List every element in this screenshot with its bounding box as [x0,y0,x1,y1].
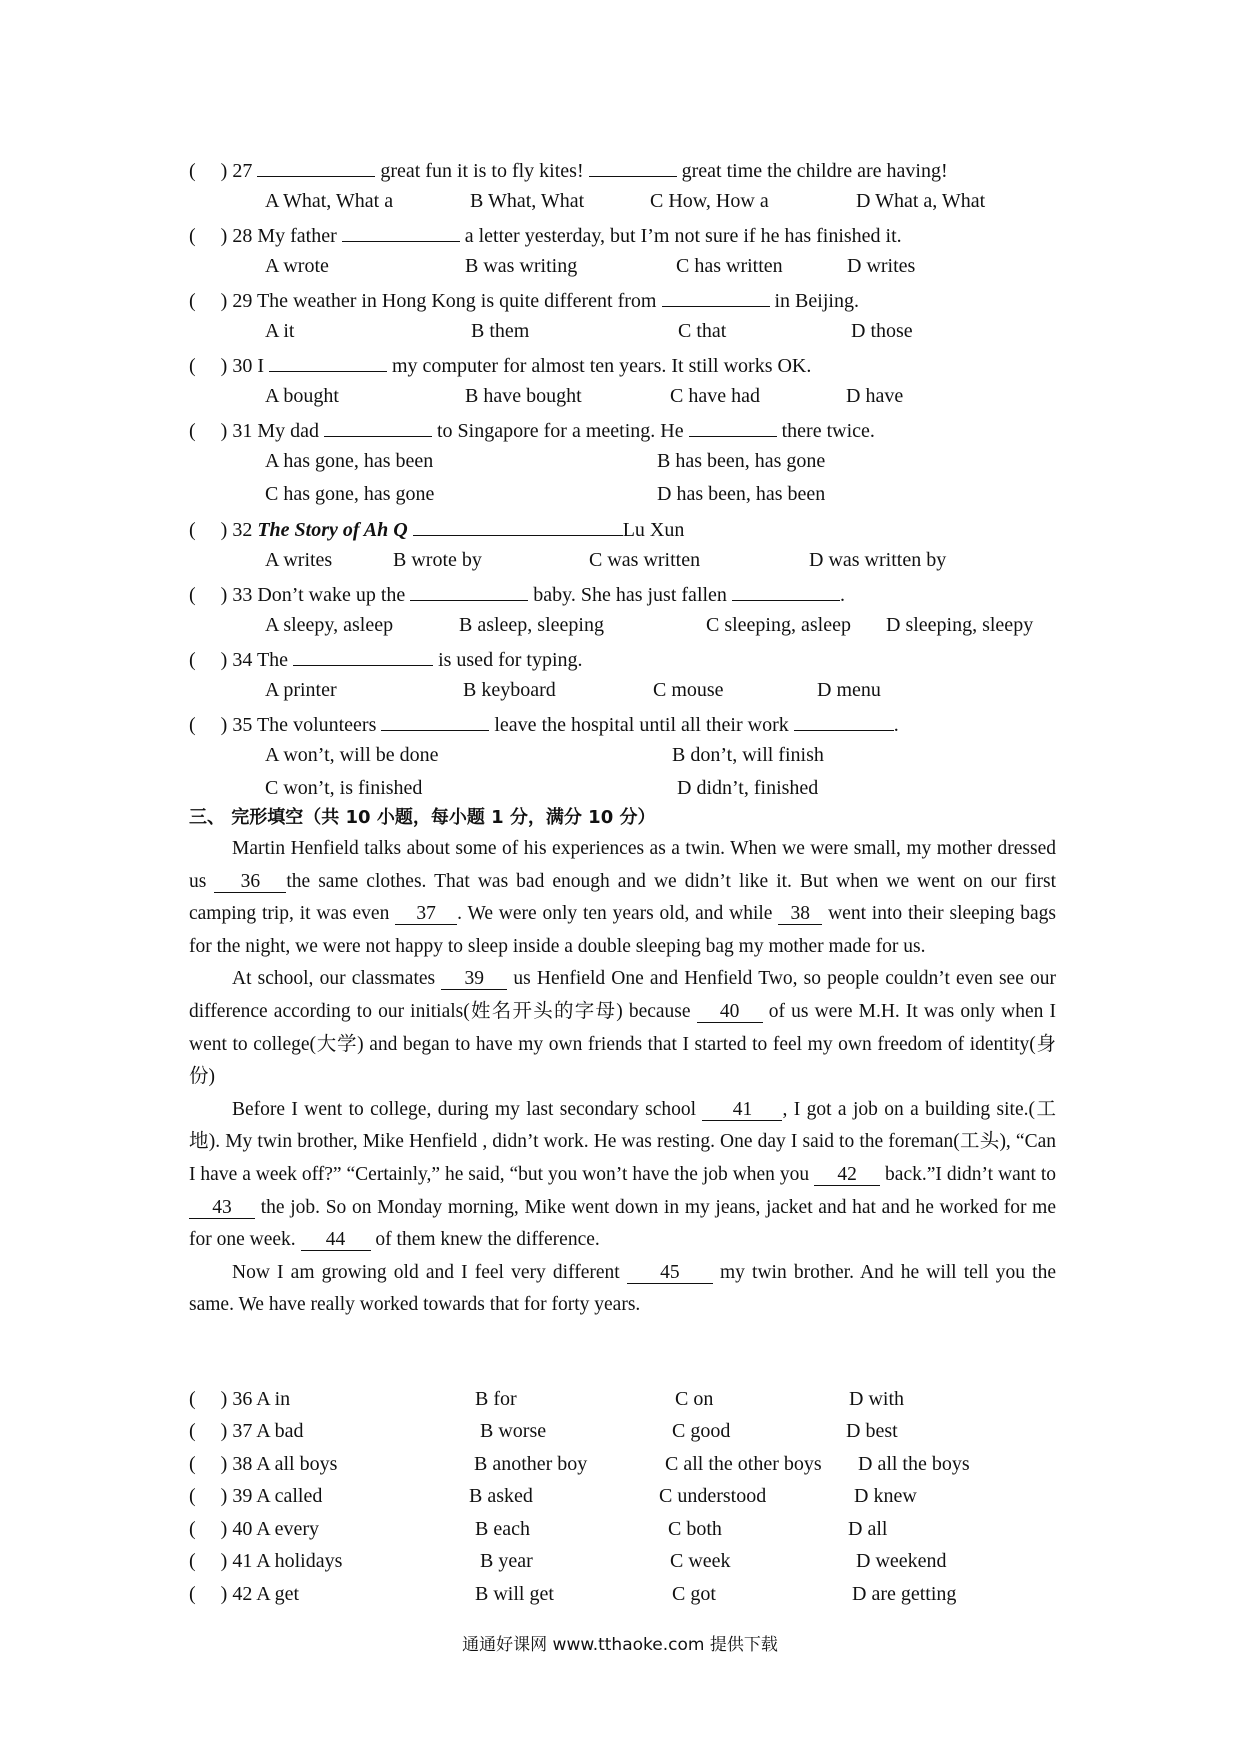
passage-text: Now I am growing old and I feel very different [232,1261,620,1283]
passage-text: the job. So on Monday morning, Mike went down in my jeans, jacket and hat and he worked for me for one week. [189,1196,1057,1251]
question-number: 27 [232,160,253,182]
option-b[interactable]: B What, What [470,190,585,212]
option-b[interactable]: B will get [475,1583,554,1605]
answer-blank[interactable] [410,582,528,601]
option-d[interactable]: D What a, What [856,190,986,212]
option-a[interactable]: A wrote [265,255,329,277]
passage-text: Martin Henfield talks about some of his experiences as a twin. When we were small, my mother dressed us [189,838,1056,892]
question-text: is used for typing. [438,649,583,671]
cloze-question-39: ( ) 39 A called [189,1485,323,1507]
cloze-question-36: ( ) 36 A in [189,1388,291,1410]
option-a[interactable]: A sleepy, asleep [265,614,394,636]
question-number: 40 [232,1518,253,1540]
option-a[interactable]: A won’t, will be done [265,744,439,766]
option-a[interactable]: A get [256,1583,300,1605]
passage-paragraph [189,1257,1056,1322]
question-number: 37 [232,1420,253,1442]
passage-text: . We were only ten years old, and while [457,903,773,925]
answer-blank[interactable] [269,353,387,372]
option-d[interactable]: D best [846,1420,898,1442]
option-b[interactable]: B year [480,1550,533,1572]
cloze-question-42: ( ) 42 A get [189,1583,300,1605]
answer-blank[interactable] [381,712,489,731]
blank-45[interactable]: 45 [627,1263,713,1284]
answer-blank[interactable] [342,223,460,242]
question-text: a letter yesterday, but I’m not sure if he has finished it. [464,225,902,247]
option-c[interactable]: C have had [670,385,760,407]
option-a[interactable]: A bought [265,385,339,407]
question-text: I [257,355,264,377]
option-c[interactable]: C both [668,1518,722,1540]
question-text: great time the childre are having! [681,160,948,182]
cloze-question-38: ( ) 38 A all boys [189,1453,338,1475]
cloze-question-40: ( ) 40 A every [189,1518,319,1540]
question-text: The volunteers [256,714,377,736]
option-c[interactable]: C good [672,1420,731,1442]
option-d[interactable]: D writes [847,255,916,277]
blank-40[interactable]: 40 [697,1002,763,1023]
question-text: My dad [257,420,319,442]
question-text: great fun it is to fly kites! [380,160,584,182]
question-number: 36 [232,1388,253,1410]
book-title: The Story of Ah Q [257,519,408,541]
option-a[interactable]: A printer [265,679,337,701]
option-c[interactable]: C How, How a [650,190,769,212]
page-footer: 通通好课网 www.tthaoke.com 提供下载 [462,1635,778,1655]
question-text: . [839,584,845,606]
option-c[interactable]: C understood [659,1485,767,1507]
passage-paragraph [189,963,1056,1093]
question-text: there twice. [781,420,875,442]
answer-blank[interactable] [589,158,677,177]
question-35: ( ) 35 The volunteers leave the hospital until all their work . [189,714,899,736]
passage-text: of them knew the difference. [375,1229,600,1251]
option-d[interactable]: D all the boys [858,1453,970,1475]
passage-text: us Henfield One and Henfield Two, so people couldn’t even see our difference according to our initials(姓名开头的字母) because [189,968,1057,1022]
blank-36[interactable]: 36 [214,872,286,893]
option-b[interactable]: B asked [469,1485,533,1507]
blank-44[interactable]: 44 [301,1230,371,1251]
option-c[interactable]: C has gone, has gone [265,483,435,505]
option-b[interactable]: B was writing [465,255,578,277]
passage-text: my twin brother. And he will tell you the same. We have really worked towards that for forty years. [189,1261,1056,1316]
option-b[interactable]: B worse [480,1420,547,1442]
option-c[interactable]: C was written [589,549,701,571]
answer-blank[interactable] [732,582,840,601]
blank-38[interactable]: 38 [778,904,822,925]
question-number: 34 [232,649,253,671]
answer-blank[interactable] [324,418,432,437]
cloze-question-37: ( ) 37 A bad [189,1420,304,1442]
passage-text: At school, our classmates [232,968,436,990]
passage-text: went into their sleeping bags for the night, we were not happy to sleep inside a double sleeping bag my mother made for us. [189,903,1057,957]
question-text: leave the hospital until all their work [494,714,789,736]
cloze-question-41: ( ) 41 A holidays [189,1550,343,1572]
question-text: Don’t wake up the [257,584,406,606]
blank-37[interactable]: 37 [395,904,457,925]
option-c[interactable]: C week [670,1550,731,1572]
question-number: 28 [232,225,253,247]
question-text: . [893,714,899,736]
question-number: 33 [232,584,253,606]
option-b[interactable]: B don’t, will finish [672,744,824,766]
question-text: Lu Xun [622,519,685,541]
question-30: ( ) 30 I my computer for almost ten years. It still works OK. [189,355,812,377]
question-text: my computer for almost ten years. It still works OK. [392,355,812,377]
question-32: ( ) 32 The Story of Ah Q Lu Xun [189,519,685,541]
question-number: 41 [232,1550,253,1572]
option-a[interactable]: A holidays [256,1550,343,1572]
question-text: The weather in Hong Kong is quite different from [256,290,657,312]
option-a[interactable]: A writes [265,549,333,571]
option-c[interactable]: C won’t, is finished [265,777,423,799]
answer-blank[interactable] [413,517,623,536]
blank-42[interactable]: 42 [814,1165,880,1186]
option-d[interactable]: D are getting [852,1583,957,1605]
answer-blank[interactable] [293,647,433,666]
section-heading: 三、 完形填空（共 10 小题，每小题 1 分，满分 10 分） [189,807,656,828]
option-d[interactable]: D menu [817,679,881,701]
question-text: to Singapore for a meeting. He [437,420,684,442]
question-text: in Beijing. [774,290,859,312]
blank-43[interactable]: 43 [189,1198,255,1219]
option-a[interactable]: A every [256,1518,319,1540]
option-b[interactable]: B has been, has gone [657,450,826,472]
option-c[interactable]: C has written [676,255,783,277]
option-d[interactable]: D didn’t, finished [677,777,819,799]
passage-paragraph [189,833,1056,963]
question-number: 39 [232,1485,253,1507]
option-b[interactable]: B have bought [465,385,582,407]
option-b[interactable]: B each [475,1518,530,1540]
option-d[interactable]: D was written by [809,549,947,571]
question-text: The [256,649,289,671]
question-27: ( ) 27 great fun it is to fly kites! great time the childre are having! [189,160,948,182]
option-a[interactable]: A it [265,320,295,342]
option-b[interactable]: B asleep, sleeping [459,614,604,636]
option-a[interactable]: A What, What a [265,190,394,212]
cloze-passage [189,833,1056,1322]
option-d[interactable]: D has been, has been [657,483,826,505]
question-34: ( ) 34 The is used for typing. [189,649,583,671]
question-33: ( ) 33 Don’t wake up the baby. She has just fallen . [189,584,845,606]
blank-41[interactable]: 41 [702,1100,782,1121]
option-a[interactable]: A called [256,1485,323,1507]
option-a[interactable]: A in [256,1388,291,1410]
option-d[interactable]: D with [849,1388,904,1410]
question-28: ( ) 28 My father a letter yesterday, but I’m not sure if he has finished it. [189,225,902,247]
question-29: ( ) 29 The weather in Hong Kong is quite different from in Beijing. [189,290,859,312]
option-b[interactable]: B for [475,1388,517,1410]
option-d[interactable]: D sleeping, sleepy [886,614,1034,636]
answer-blank[interactable] [794,712,894,731]
question-text: baby. She has just fallen [533,584,727,606]
passage-paragraph [189,1094,1056,1257]
option-a[interactable]: A has gone, has been [265,450,434,472]
question-number: 32 [232,519,253,541]
option-b[interactable]: B wrote by [393,549,482,571]
answer-blank[interactable] [257,158,375,177]
option-c[interactable]: C sleeping, asleep [706,614,851,636]
passage-text: , I got a job on a building site.(工地). My twin brother, Mike Henfield , didn’t work. He was resting. One day I said to the foreman(工头), “Can I have a week off?” “Certainly,” he said, “but you won’t have the job when you [189,1098,1057,1185]
question-31: ( ) 31 My dad to Singapore for a meeting. He there twice. [189,420,875,442]
option-c[interactable]: C all the other boys [665,1453,822,1475]
option-b[interactable]: B keyboard [463,679,556,701]
option-c[interactable]: C got [672,1583,716,1605]
passage-text: of us were M.H. It was only when I went to college(大学) and began to have my own friends that I started to feel my own freedom of identity(身份) [189,1000,1057,1088]
option-d[interactable]: D have [846,385,904,407]
option-d[interactable]: D those [851,320,913,342]
question-number: 30 [232,355,253,377]
option-c[interactable]: C mouse [653,679,724,701]
option-a[interactable]: A all boys [256,1453,338,1475]
option-a[interactable]: A bad [256,1420,304,1442]
answer-blank[interactable] [662,288,770,307]
option-b[interactable]: B another boy [474,1453,588,1475]
passage-text: back.”I didn’t want to [885,1163,1057,1185]
question-number: 29 [232,290,253,312]
option-d[interactable]: D all [848,1518,888,1540]
question-text: My father [257,225,337,247]
blank-39[interactable]: 39 [441,969,507,990]
option-d[interactable]: D knew [854,1485,917,1507]
option-c[interactable]: C that [678,320,727,342]
answer-blank[interactable] [689,418,777,437]
question-number: 31 [232,420,253,442]
option-c[interactable]: C on [675,1388,714,1410]
question-number: 35 [232,714,253,736]
passage-text: the same clothes. That was bad enough and we didn’t like it. But when we went on our first camping trip, it was even [189,870,1057,925]
option-b[interactable]: B them [471,320,530,342]
question-number: 42 [232,1583,253,1605]
passage-text: Before I went to college, during my last secondary school [232,1098,697,1120]
question-number: 38 [232,1453,253,1475]
option-d[interactable]: D weekend [856,1550,947,1572]
